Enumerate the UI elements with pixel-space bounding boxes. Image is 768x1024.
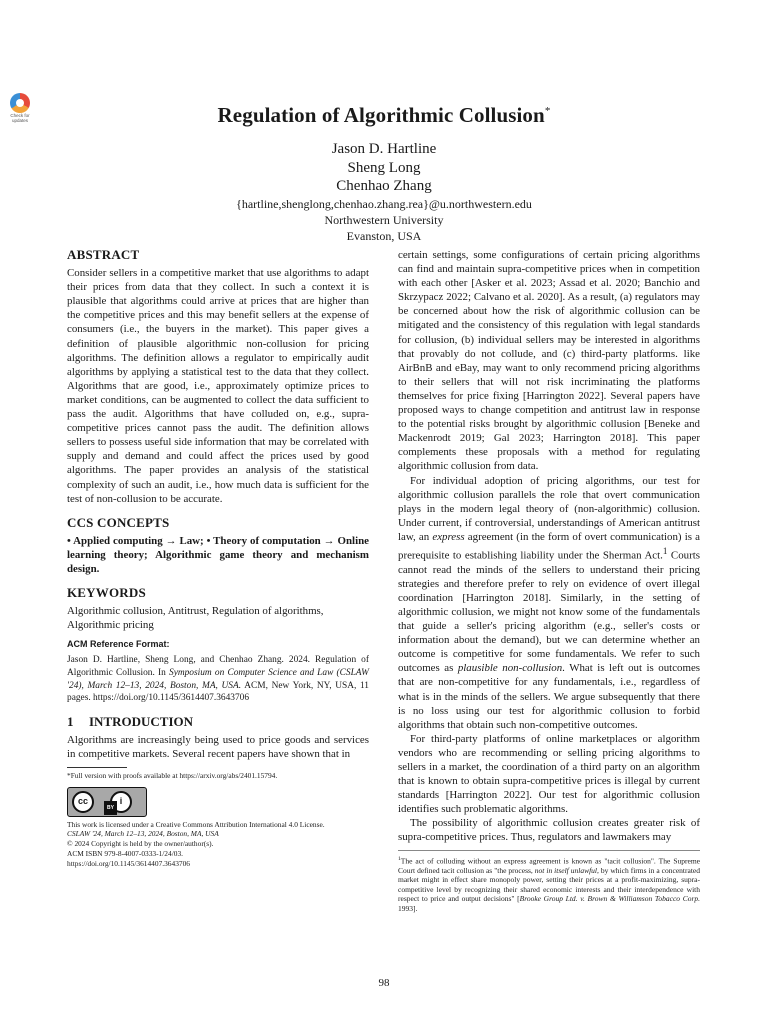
paper-title: Regulation of Algorithmic Collusion* xyxy=(217,103,551,127)
ccs-text: • Applied computing → Law; • Theory of computation → Online learning theory; Algorithmic game theory and mechanism design. xyxy=(67,534,369,575)
institution: Northwestern University xyxy=(324,212,444,227)
attribution-icon: i xyxy=(110,791,132,813)
cc-icon: cc xyxy=(72,791,94,813)
by-label: BY xyxy=(104,801,117,815)
page-number: 98 xyxy=(378,977,390,989)
acm-ref-text: Jason D. Hartline, Sheng Long, and Chenhao Zhang. 2024. Regulation of Algorithmic Collusion. In Symposium on Computer Science and Law (CSLAW '24), March 12–13, 2024, Boston, MA, USA. ACM, New York, NY, USA, 11 pages. https://doi.org/10.1145/3614407.3643706 xyxy=(67,655,369,704)
intro-heading: 1 INTRODUCTION xyxy=(67,713,194,729)
abstract-text: Consider sellers in a competitive market that use algorithms to adapt their prices from data that they collect. In such a context it is plausible that algorithms could arrive at prices that are higher than the competitive prices and this may benefit sellers at the expense of consumers (i.e., the buyers in the market). This paper gives a definition of plausible algorithmic non-collusion for pricing algorithms. The definition allows a regulator to empirically audit algorithms by applying a statistical test to the data that they collect. Algorithms that are good, i.e., approximately optimize prices to market conditions, can be augmented to collect the data sufficient to pass the audit. Algorithms that have colluded on, e.g., supra-competitive prices cannot pass the audit. The definition allows sellers to possess useful side information that may be correlated with supply and demand and could affect the prices used by good algorithms. The paper provides an analysis of the statistical complexity of such an audit, i.e., how much data is sufficient for the test of non-collusion to be accurate. xyxy=(67,267,369,505)
author-block xyxy=(0,140,768,244)
footnote-rule xyxy=(398,850,700,851)
author-name: Jason D. Hartline xyxy=(331,141,437,157)
doi-link[interactable]: https://doi.org/10.1145/3614407.3643706 xyxy=(67,858,190,868)
footnote-mark[interactable]: 1 xyxy=(662,545,668,556)
keywords-section xyxy=(67,586,369,632)
abstract-section xyxy=(67,248,369,506)
intro-text: Algorithms are increasingly being used to price goods and services in competitive markets. Several recent papers have shown that in xyxy=(67,733,369,760)
abstract-heading: ABSTRACT xyxy=(67,247,140,262)
body-paragraph: certain settings, some configurations of certain pricing algorithms can find and maintain supra-competitive prices when in competition with each other [Asker et al. 2023; Assad et al. 2020; Banchio and Skrzypacz 2022; Calvano et al. 2020]. As a result, (a) regulators may be concerned about how the risk of algorithmic collusion can be mitigated and the consistency of this regulation with legal standards for collusion, (b) individual sellers may be interested in algorithms that provably do not collude, and (c) third-party platforms. like AirBnB and eBay, may want to only recommend pricing algorithms to their sellers that will not risk incriminating the platforms themselves for price fixing [Harrington 2022]. Several papers have proposed ways to change competition and antitrust law in response to the potential risks brought by algorithmic collusion [Beneke and Mackenrodt 2019; Gal 2023; Harrington 2018]. This paper complements these proposals with a method for regulating algorithmic collusion from data. xyxy=(398,249,700,473)
body-paragraph: For third-party platforms of online marketplaces or algorithm vendors who are recommending or selling pricing algorithms to sellers in a market, the coordination of a third party on an algorithm that is known to obtain supra-competitive prices is illegal by current standards [Harrington 2022]. Our test for algorithmic collusion identifies such problematic algorithms. xyxy=(398,732,700,816)
ccs-section xyxy=(67,516,369,576)
title-footnote: *Full version with proofs available at https://arxiv.org/abs/2401.15794. xyxy=(67,771,278,781)
author-name: Chenhao Zhang xyxy=(336,178,432,194)
title-footnote-mark: * xyxy=(544,105,551,117)
badge-text: Check for updates xyxy=(10,113,30,123)
ccs-heading: CCS CONCEPTS xyxy=(67,514,170,530)
author-email: {hartline,shenglong,chenhao.zhang.rea}@u.northwestern.edu xyxy=(236,196,532,211)
location: Evanston, USA xyxy=(346,228,422,243)
body-paragraph: The possibility of algorithmic collusion creates greater risk of supra-competitive prices. Thus, regulators and lawmakers may xyxy=(398,817,700,844)
right-column xyxy=(398,248,700,914)
keywords-heading: KEYWORDS xyxy=(67,585,146,601)
body-paragraph: For individual adoption of pricing algorithms, our test for algorithmic collusion parallels the role that overt communication plays in the modern legal theory of (non-algorithmic) collusion. Under current, if controversial, understandings of American antitrust law, an express agreement (in the form of overt communication) is a prerequisite to establishing liability under the Sherman Act.$^1$ Courts cannot read the minds of the sellers to understand their pricing strategies and therefore prefer to rely on evidence of overt illegal coordination [Harrington 2018]. Similarly, in the setting of algorithmic collusion, we might not know some of the fundamentals that guide a seller's pricing algorithm (e.g., seller's costs or information about the demand), but we can determine whether an outcome is competitive for some fundamentals. We refer to such outcomes as plausible non-collusion. What is left out is outcomes that are non-competitive for any fundamentals, i.e., regardless of what is in the minds of the sellers. We argue subsequently that there is no loss using our test for algorithmic collusion to forbid algorithms that obtain such non-competitive outcomes. xyxy=(398,474,701,731)
footnote-rule xyxy=(67,767,127,768)
footnote-1: $^1$The act of colluding without an express agreement is known as "tacit collusion". The Supreme Court defined tacit collusion as "the process, not in itself unlawful, by which firms in a concentrated market might in effect share monopoly power, setting their prices at a profit-maximizing, supra-competitive level by recognizing their shared economic interests and their interdependence with respect to price and output decisions" [Brooke Group Ltd. v. Brown & Williamson Tobacco Corp. 1993]. xyxy=(398,855,700,914)
left-column xyxy=(67,248,369,869)
keywords-text: Algorithmic collusion, Antitrust, Regulation of algorithms, Algorithmic pricing xyxy=(67,605,324,632)
acm-ref-heading: ACM Reference Format: xyxy=(67,639,170,650)
creative-commons-badge[interactable] xyxy=(67,787,147,817)
license-info: This work is licensed under a Creative Commons Attribution International 4.0 License. CSLAW '24, March 12–13, 2024, Boston, MA, USA © 2024 Copyright is held by the owner/author(s). ACM ISBN 979-8-4007-0333-1/24/03. https://doi.org/10.1145/3614407.3643706 xyxy=(67,820,369,869)
author-name: Sheng Long xyxy=(347,159,421,176)
